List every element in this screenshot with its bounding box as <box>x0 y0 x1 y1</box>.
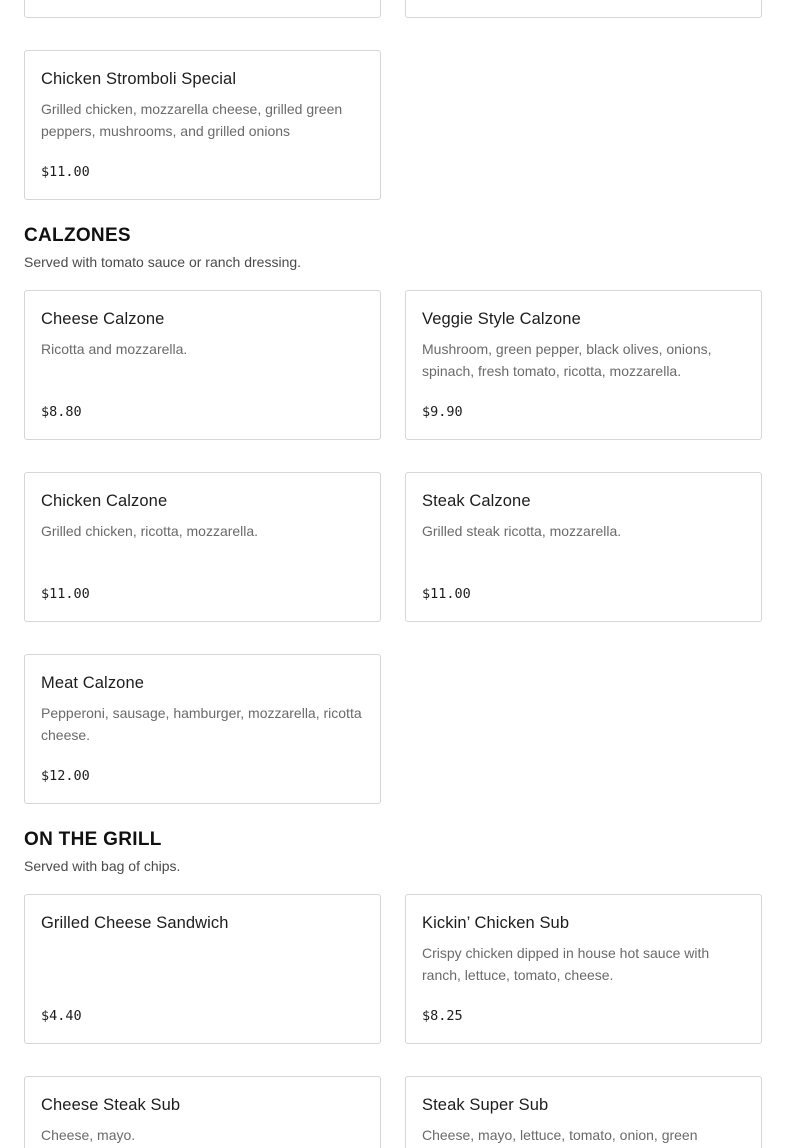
menu-item-card[interactable] <box>405 1076 762 1148</box>
menu-item-description: Cheese, mayo. <box>41 1127 136 1143</box>
section-subtitle-grill: Served with bag of chips. <box>24 858 181 874</box>
menu-item-name: Meat Calzone <box>41 674 145 692</box>
menu-item-card[interactable] <box>24 1076 381 1148</box>
section-title-grill: ON THE GRILL <box>24 829 162 850</box>
menu-item-price: $11.00 <box>422 586 471 602</box>
menu-item-price: $8.80 <box>41 404 82 420</box>
menu-item-name: Veggie Style Calzone <box>422 310 581 328</box>
menu-item-card[interactable] <box>405 472 762 622</box>
menu-item-name: Steak Calzone <box>422 492 531 510</box>
menu-item-name: Kickin’ Chicken Sub <box>422 914 570 932</box>
menu-item-name: Steak Super Sub <box>422 1096 549 1114</box>
menu-item-card[interactable] <box>405 894 762 1044</box>
section-title-calzones: CALZONES <box>24 225 131 246</box>
menu-item-card[interactable] <box>24 290 381 440</box>
menu-item-description: Grilled chicken, mozzarella cheese, grilled green peppers, mushrooms, and grilled onions <box>41 101 343 139</box>
menu-item-price: $8.25 <box>422 1008 463 1024</box>
menu-item-price: $4.40 <box>41 1008 82 1024</box>
menu-item-name: Chicken Stromboli Special <box>41 70 237 88</box>
menu-item-name: Cheese Calzone <box>41 310 165 328</box>
menu-item-price: $11.00 <box>41 164 90 180</box>
menu-item-price: $9.90 <box>422 404 463 420</box>
menu-item-card-partial[interactable] <box>24 0 381 18</box>
menu-item-description: Crispy chicken dipped in house hot sauce with ranch, lettuce, tomato, cheese. <box>422 945 710 983</box>
menu-item-name: Cheese Steak Sub <box>41 1096 181 1114</box>
menu-item-name: Grilled Cheese Sandwich <box>41 914 229 932</box>
menu-item-card[interactable] <box>24 654 381 804</box>
menu-item-description: Grilled steak ricotta, mozzarella. <box>422 523 622 539</box>
menu-item-description: Grilled chicken, ricotta, mozzarella. <box>41 523 259 539</box>
menu-item-name: Chicken Calzone <box>41 492 168 510</box>
menu-item-description: Cheese, mayo, lettuce, tomato, onion, green <box>422 1127 698 1143</box>
menu-item-description: Ricotta and mozzarella. <box>41 341 188 357</box>
menu-item-card[interactable] <box>405 290 762 440</box>
menu-item-description: Pepperoni, sausage, hamburger, mozzarella, ricotta cheese. <box>41 705 362 743</box>
menu-item-price: $11.00 <box>41 586 90 602</box>
menu-item-price: $12.00 <box>41 768 90 784</box>
menu-item-description: Mushroom, green pepper, black olives, onions, spinach, fresh tomato, ricotta, mozzarella. <box>422 341 712 379</box>
menu-item-card-partial[interactable] <box>405 0 762 18</box>
section-subtitle-calzones: Served with tomato sauce or ranch dressing. <box>24 254 302 270</box>
menu-item-card[interactable] <box>24 50 381 200</box>
menu-item-card[interactable] <box>24 894 381 1044</box>
menu-item-card[interactable] <box>24 472 381 622</box>
